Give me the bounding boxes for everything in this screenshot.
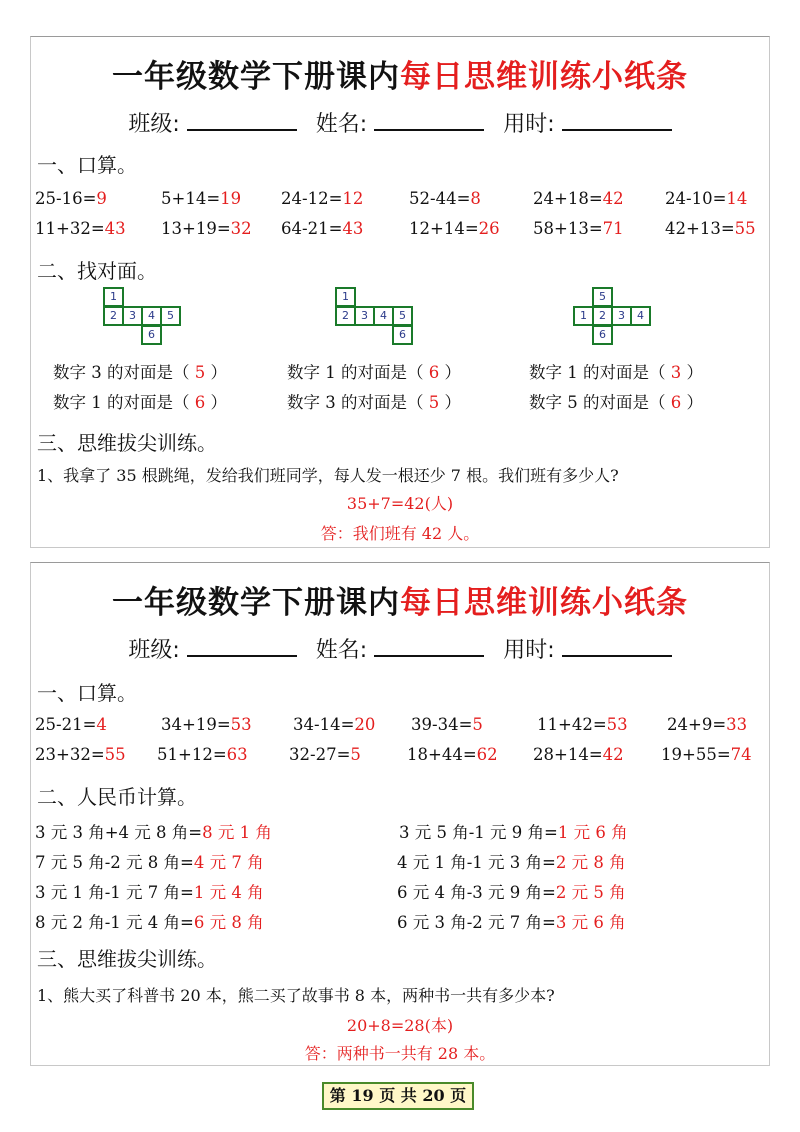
class-blank[interactable] bbox=[187, 637, 297, 657]
card2-section-1-heading: 一、口算。 bbox=[37, 681, 137, 705]
opposite-answer: 数字 5 的对面是（ 6 ） bbox=[529, 393, 703, 412]
net-cell: 1 bbox=[103, 287, 124, 307]
arith-item: 11+32=43 bbox=[35, 219, 126, 238]
arith-item: 64-21=43 bbox=[281, 219, 364, 238]
name-label: 姓名: bbox=[315, 638, 368, 663]
title-black-part: 一年级数学下册课内 bbox=[112, 59, 400, 95]
net-cell: 4 bbox=[373, 306, 394, 326]
net-cell: 5 bbox=[592, 287, 613, 307]
net-cell: 6 bbox=[592, 325, 613, 345]
arith-item: 24+18=42 bbox=[533, 189, 624, 208]
arith-item: 39-34=5 bbox=[411, 715, 483, 734]
arith-item: 12+14=26 bbox=[409, 219, 500, 238]
time-blank[interactable] bbox=[562, 637, 672, 657]
opposite-answer: 数字 1 的对面是（ 3 ） bbox=[529, 363, 703, 382]
net-cell: 2 bbox=[335, 306, 356, 326]
arith-item: 52-44=8 bbox=[409, 189, 481, 208]
net-cell: 6 bbox=[392, 325, 413, 345]
net-cell: 1 bbox=[573, 306, 594, 326]
arith-item: 18+44=62 bbox=[407, 745, 498, 764]
card1-section-3-heading: 三、思维拔尖训练。 bbox=[37, 431, 217, 455]
money-item: 4 元 1 角-1 元 3 角=2 元 8 角 bbox=[397, 853, 626, 872]
word-problem-question: 1、我拿了 35 根跳绳，发给我们班同学，每人发一根还少 7 根。我们班有多少人? bbox=[37, 466, 619, 485]
arith-item: 51+12=63 bbox=[157, 745, 248, 764]
word-problem-answer: 答：我们班有 42 人。 bbox=[320, 524, 480, 543]
arith-item: 19+55=74 bbox=[661, 745, 752, 764]
opposite-answer: 数字 1 的对面是（ 6 ） bbox=[287, 363, 461, 382]
arith-item: 25-21=4 bbox=[35, 715, 107, 734]
arith-item: 11+42=53 bbox=[537, 715, 628, 734]
time-label: 用时: bbox=[503, 112, 555, 137]
arith-item: 28+14=42 bbox=[533, 745, 624, 764]
opposite-answer: 数字 1 的对面是（ 6 ） bbox=[53, 393, 227, 412]
money-item: 3 元 1 角-1 元 7 角=1 元 4 角 bbox=[35, 883, 264, 902]
net-cell: 1 bbox=[335, 287, 356, 307]
worksheet-card-1 bbox=[30, 36, 770, 548]
net-cell: 3 bbox=[611, 306, 632, 326]
card1-info-row bbox=[31, 107, 769, 138]
opposite-answer: 数字 3 的对面是（ 5 ） bbox=[287, 393, 461, 412]
class-blank[interactable] bbox=[187, 111, 297, 131]
arith-item: 23+32=55 bbox=[35, 745, 126, 764]
word-problem-formula: 20+8=28(本) bbox=[346, 1016, 454, 1035]
money-item: 3 元 5 角-1 元 9 角=1 元 6 角 bbox=[399, 823, 628, 842]
name-blank[interactable] bbox=[374, 637, 484, 657]
money-item: 6 元 3 角-2 元 7 角=3 元 6 角 bbox=[397, 913, 626, 932]
arith-item: 42+13=55 bbox=[665, 219, 756, 238]
time-blank[interactable] bbox=[562, 111, 672, 131]
net-cell: 2 bbox=[103, 306, 124, 326]
time-label: 用时: bbox=[503, 638, 555, 663]
class-label: 班级: bbox=[128, 112, 180, 137]
opposite-answer: 数字 3 的对面是（ 5 ） bbox=[53, 363, 227, 382]
money-item: 6 元 4 角-3 元 9 角=2 元 5 角 bbox=[397, 883, 626, 902]
card2-section-3-heading: 三、思维拔尖训练。 bbox=[37, 947, 217, 971]
net-cell: 3 bbox=[354, 306, 375, 326]
arith-item: 32-27=5 bbox=[289, 745, 361, 764]
net-cell: 6 bbox=[141, 325, 162, 345]
arith-item: 24-12=12 bbox=[281, 189, 364, 208]
card2-info-row bbox=[31, 633, 769, 664]
arith-item: 24+9=33 bbox=[667, 715, 748, 734]
card2-title bbox=[31, 577, 769, 622]
name-label: 姓名: bbox=[315, 112, 368, 137]
card1-section-2-heading: 二、找对面。 bbox=[37, 259, 157, 283]
word-problem-question: 1、熊大买了科普书 20 本，熊二买了故事书 8 本，两种书一共有多少本? bbox=[37, 986, 555, 1005]
worksheet-card-2 bbox=[30, 562, 770, 1066]
card1-title bbox=[31, 51, 769, 96]
arith-item: 13+19=32 bbox=[161, 219, 252, 238]
card2-section-2-heading: 二、人民币计算。 bbox=[37, 785, 197, 809]
page-number: 第 19 页 共 20 页 bbox=[322, 1082, 474, 1110]
word-problem-formula: 35+7=42(人) bbox=[346, 494, 454, 513]
money-item: 7 元 5 角-2 元 8 角=4 元 7 角 bbox=[35, 853, 264, 872]
name-blank[interactable] bbox=[374, 111, 484, 131]
net-cell: 4 bbox=[630, 306, 651, 326]
card1-section-1-heading: 一、口算。 bbox=[37, 153, 137, 177]
title-red-part: 每日思维训练小纸条 bbox=[400, 59, 688, 95]
net-cell: 5 bbox=[392, 306, 413, 326]
arith-item: 24-10=14 bbox=[665, 189, 748, 208]
class-label: 班级: bbox=[128, 638, 180, 663]
title-black-part: 一年级数学下册课内 bbox=[112, 585, 400, 621]
net-cell: 3 bbox=[122, 306, 143, 326]
title-red-part: 每日思维训练小纸条 bbox=[400, 585, 688, 621]
net-cell: 2 bbox=[592, 306, 613, 326]
word-problem-answer: 答：两种书一共有 28 本。 bbox=[304, 1044, 496, 1063]
net-cell: 5 bbox=[160, 306, 181, 326]
arith-item: 25-16=9 bbox=[35, 189, 107, 208]
arith-item: 5+14=19 bbox=[161, 189, 242, 208]
money-item: 3 元 3 角+4 元 8 角=8 元 1 角 bbox=[35, 823, 272, 842]
money-item: 8 元 2 角-1 元 4 角=6 元 8 角 bbox=[35, 913, 264, 932]
arith-item: 34-14=20 bbox=[293, 715, 376, 734]
arith-item: 58+13=71 bbox=[533, 219, 624, 238]
arith-item: 34+19=53 bbox=[161, 715, 252, 734]
net-cell: 4 bbox=[141, 306, 162, 326]
